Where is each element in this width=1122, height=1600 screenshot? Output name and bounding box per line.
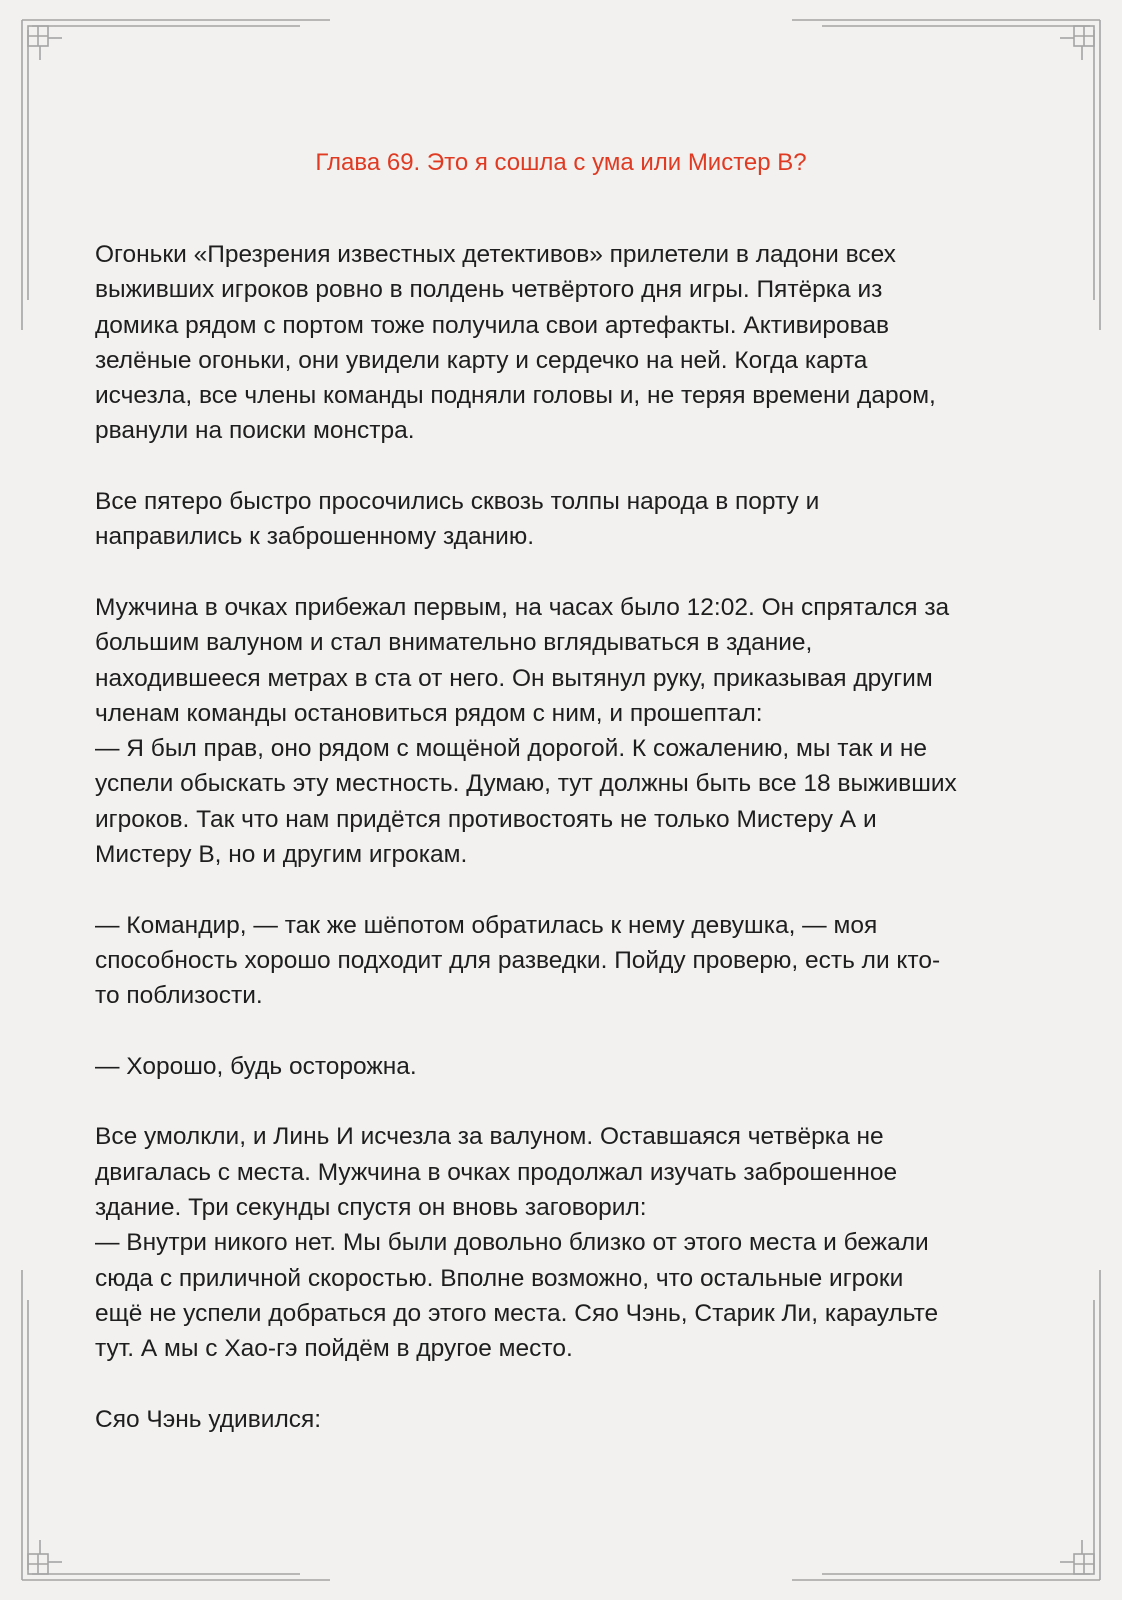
text-line: выживших игроков ровно в полдень четвёртого дня игры. Пятёрка из [95,276,883,304]
text-line: — Я был прав, оно рядом с мощёной дорогой. К сожалению, мы так и не [95,735,928,763]
paragraph [95,908,1030,1014]
text-line: тут. А мы с Хао-гэ пойдём в другое место. [95,1335,573,1363]
paragraph [95,590,1030,872]
chapter-title: Глава 69. Это я сошла с ума или Мистер В? [315,149,807,176]
chapter-text [95,237,1030,1437]
text-line: успели обыскать эту местность. Думаю, тут должны быть все 18 выживших [95,770,957,798]
text-line: — Командир, — так же шёпотом обратилась к нему девушка, — моя [95,911,878,939]
text-line: то поблизости. [95,982,263,1010]
text-line: сюда с приличной скоростью. Вполне возможно, что остальные игроки [95,1264,904,1292]
text-line: направились к заброшенному зданию. [95,523,535,551]
paragraph [95,1119,1030,1366]
text-line: большим валуном и стал внимательно вглядываться в здание, [95,629,813,657]
text-line: рванули на поиски монстра. [95,417,415,445]
paragraph [95,1402,1030,1437]
text-line: находившееся метрах в ста от него. Он вытянул руку, приказывая другим [95,664,933,692]
text-line: игроков. Так что нам придётся противостоять не только Мистеру А и [95,805,877,833]
paragraph [95,1049,1030,1084]
text-line: членам команды остановиться рядом с ним, и прошептал: [95,699,763,727]
text-line: — Внутри никого нет. Мы были довольно близко от этого места и бежали [95,1229,929,1257]
paragraph [95,484,1030,555]
text-line: зелёные огоньки, они увидели карту и сердечко на ней. Когда карта [95,346,868,374]
text-line: ещё не успели добраться до этого места. Сяо Чэнь, Старик Ли, караульте [95,1299,939,1327]
paragraph [95,237,1030,449]
text-line: здание. Три секунды спустя он вновь заговорил: [95,1194,647,1222]
text-line: Все пятеро быстро просочились сквозь толпы народа в порту и [95,488,820,516]
text-line: Сяо Чэнь удивился: [95,1405,322,1433]
text-line: Мистеру В, но и другим игрокам. [95,841,468,869]
text-line: Мужчина в очках прибежал первым, на часах было 12:02. Он спрятался за [95,593,950,621]
text-line: Огоньки «Презрения известных детективов» прилетели в ладони всех [95,241,896,268]
text-line: способность хорошо подходит для разведки. Пойду проверю, есть ли кто- [95,946,941,974]
text-line: Все умолкли, и Линь И исчезла за валуном. Оставшаяся четвёрка не [95,1123,884,1151]
text-line: исчезла, все члены команды подняли головы и, не теряя времени даром, [95,382,936,410]
text-line: — Хорошо, будь осторожна. [95,1052,417,1080]
text-line: двигалась с места. Мужчина в очках продолжал изучать заброшенное [95,1158,898,1186]
text-line: домика рядом с портом тоже получила свои артефакты. Активировав [95,311,889,339]
